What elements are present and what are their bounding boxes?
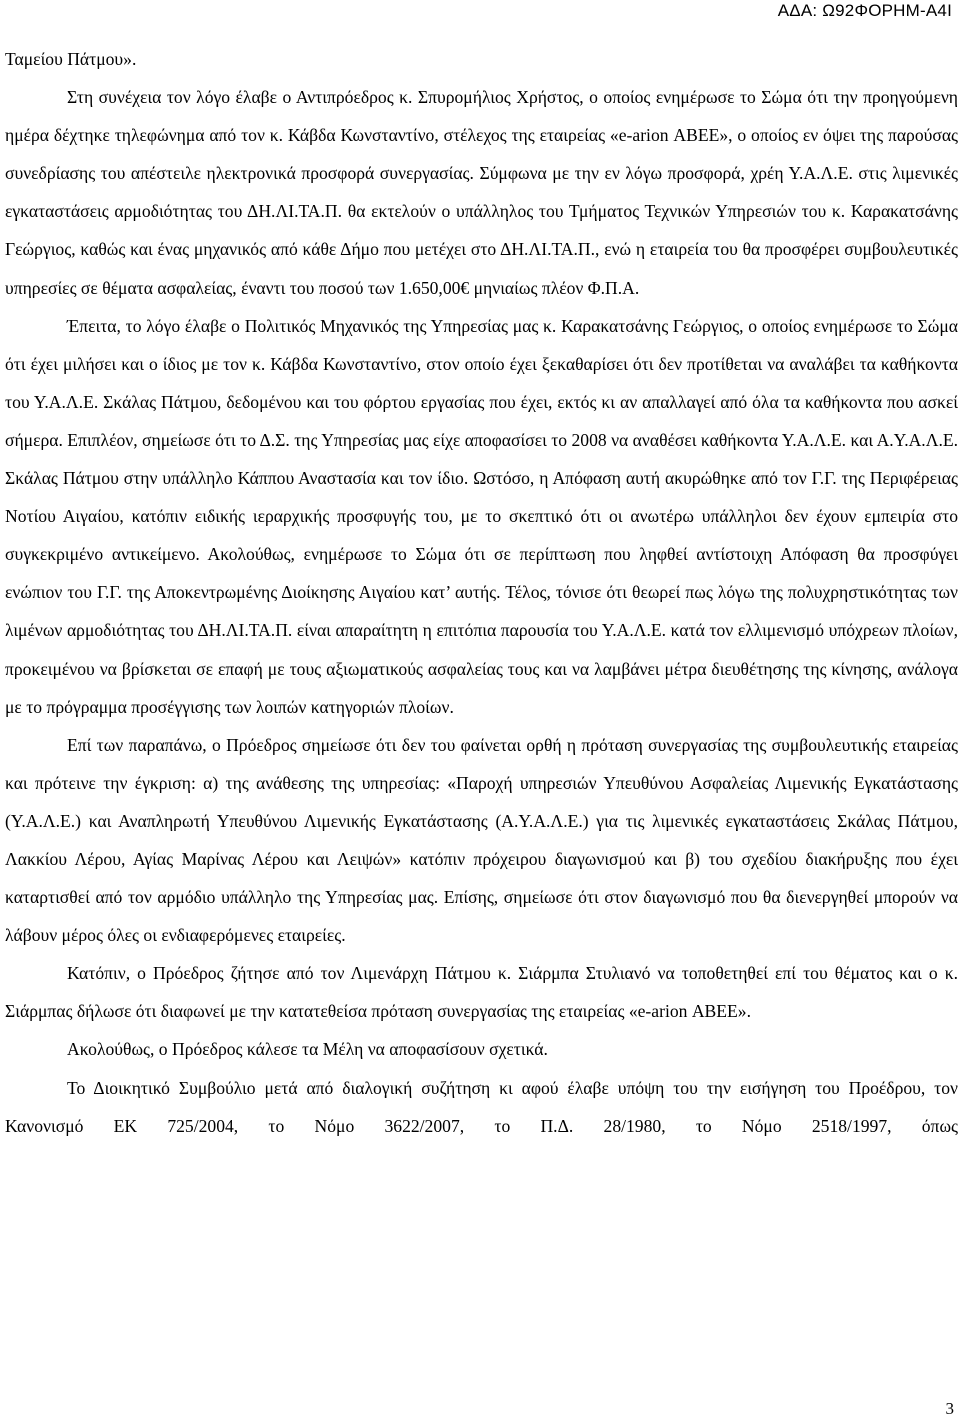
paragraph-president-proposal: Επί των παραπάνω, ο Πρόεδρος σημείωσε ότι δεν του φαίνεται ορθή η πρόταση συνεργασίας της συμβουλευτικής εταιρείας και πρότεινε την έγκριση: α) της ανάθεσης της υπηρεσίας: «Παροχή υπηρεσιών Υπευθύνου Ασφαλείας Λιμενικής Εγκατάστασης (Υ.Α.Λ.Ε.) και Αναπληρωτή Υπευθύνου Λιμενικής Εγκατάστασης (Α.Υ.Α.Λ.Ε.) για τις λιμενικές εγκαταστάσεις Σκάλας Πάτμου, Λακκίου Λέρου, Αγίας Μαρίνας Λέρου και Λειψών» κατόπιν πρόχειρου διαγωνισμού και β) του σχεδίου διακήρυξης που έχει καταρτισθεί από τον αρμόδιο υπάλληλο της Υπηρεσίας μας. Επίσης, σημείωσε ότι στον διαγωνισμό που θα διενεργηθεί μπορούν να λάβουν μέρος όλες οι ενδιαφερόμενες εταιρείες. xyxy=(5,734,958,946)
paragraph-vice-president-report: Στη συνέχεια τον λόγο έλαβε ο Αντιπρόεδρος κ. Σπυρομήλιος Χρήστος, ο οποίος ενημέρωσε το Σώμα ότι την προηγούμενη ημέρα δέχτηκε τηλεφώνημα από τον κ. Κάβδα Κωνσταντίνο, στέλεχος της εταιρείας «e-arion ΑΒΕΕ», ο οποίος εν όψει της παρούσας συνεδρίασης του απέστειλε ηλεκτρονικά προσφορά συνεργασίας. Σύμφωνα με την εν λόγω προσφορά, χρέη Υ.Α.Λ.Ε. στις λιμενικές εγκαταστάσεις αρμοδιότητας του ΔΗ.ΛΙ.ΤΑ.Π. θα εκτελούν ο υπάλληλος του Τμήματος Τεχνικών Υπηρεσιών του κ. Καρακατσάνης Γεώργιος, καθώς και ένας μηχανικός από κάθε Δήμο που μετέχει στο ΔΗ.ΛΙ.ΤΑ.Π., ενώ η εταιρεία του θα προσφέρει συμβουλευτικές υπηρεσίες σε θέματα ασφαλείας, έναντι του ποσού των 1.650,00€ μηνιαίως πλέον Φ.Π.Α. xyxy=(5,87,958,298)
page-number: 3 xyxy=(945,1399,954,1418)
paragraph-harbour-master-statement: Κατόπιν, ο Πρόεδρος ζήτησε από τον Λιμενάρχη Πάτμου κ. Σιάρμπα Στυλιανό να τοποθετηθεί επί του θέματος και ο κ. Σιάρμπας δήλωσε ότι διαφωνεί με την κατατεθείσα πρόταση συνεργασίας της εταιρείας «e-arion ΑΒΕΕ». xyxy=(5,963,958,1022)
document-body xyxy=(5,40,958,1145)
ada-identifier: ΑΔΑ: Ω92ΦΟΡΗΜ-Α4Ι xyxy=(777,1,952,20)
paragraph-continuation: Ταμείου Πάτμου». xyxy=(5,49,137,69)
paragraph-call-to-decide: Ακολούθως, ο Πρόεδρος κάλεσε τα Μέλη να αποφασίσουν σχετικά. xyxy=(67,1039,548,1060)
paragraph-engineer-report: Έπειτα, το λόγο έλαβε ο Πολιτικός Μηχανικός της Υπηρεσίας μας κ. Καρακατσάνης Γεώργιος, ο οποίος ενημέρωσε το Σώμα ότι έχει μιλήσει και ο ίδιος με τον κ. Κάβδα Κωνσταντίνο, στον οποίο έχει ξεκαθαρίσει ότι δεν προτίθεται να αναλάβει τα καθήκοντα του Υ.Α.Λ.Ε. Σκάλας Πάτμου, δεδομένου και του φόρτου εργασίας που έχει, εκτός κι αν απαλλαγεί από όλα τα καθήκοντα που ασκεί σήμερα. Επιπλέον, σημείωσε ότι το Δ.Σ. της Υπηρεσίας μας είχε αποφασίσει το 2008 να αναθέσει καθήκοντα Υ.Α.Λ.Ε. και Α.Υ.Α.Λ.Ε. Σκάλας Πάτμου στην υπάλληλο Κάππου Αναστασία και τον ίδιο. Ωστόσο, η Απόφαση αυτή ακυρώθηκε από τον Γ.Γ. της Περιφέρειας Νοτίου Αιγαίου, κατόπιν ειδικής ιεραρχικής προσφυγής του, με το σκεπτικό ότι οι ανωτέρω υπάλληλοι δεν έχουν εμπειρία στο συγκεκριμένο αντικείμενο. Ακολούθως, ενημέρωσε το Σώμα ότι σε περίπτωση που ληφθεί αντίστοιχη Απόφαση θα προσφύγει ενώπιον του Γ.Γ. της Αποκεντρωμένης Διοίκησης Αιγαίου κατ’ αυτής. Τέλος, τόνισε ότι θεωρεί πως λόγω της πολυχρηστικότητας των λιμένων αρμοδιότητας του ΔΗ.ΛΙ.ΤΑ.Π. είναι απαραίτητη η επιτόπια παρουσία του Υ.Α.Λ.Ε. κατά τον ελλιμενισμό υπόχρεων πλοίων, προκειμένου να βρίσκεται σε επαφή με τους αξιωματικούς ασφαλείας τους και να λαμβάνει μέτρα διευθέτησης της κίνησης, ανάλογα με το πρόγραμμα προσέγγισης των λοιπών κατηγοριών πλοίων. xyxy=(5,315,958,717)
paragraph-board-decision: Το Διοικητικό Συμβούλιο μετά από διαλογική συζήτηση κι αφού έλαβε υπόψη του την εισήγηση του Προέδρου, τον Κανονισμό ΕΚ 725/2004, το Νόμο 3622/2007, το Π.Δ. 28/1980, το Νόμο 2518/1997, όπως xyxy=(5,1077,958,1136)
